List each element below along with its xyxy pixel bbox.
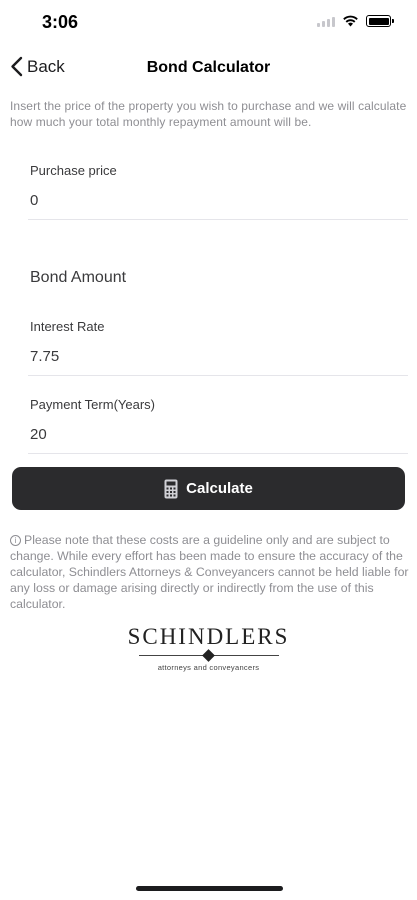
logo-tagline: attorneys and conveyancers bbox=[157, 663, 260, 672]
purchase-price-label: Purchase price bbox=[30, 163, 117, 178]
purchase-price-field bbox=[28, 158, 408, 220]
battery-icon bbox=[366, 15, 391, 27]
status-bar bbox=[0, 0, 417, 46]
payment-term-field bbox=[28, 392, 408, 454]
calculate-button[interactable] bbox=[12, 467, 405, 510]
schindlers-logo bbox=[0, 624, 417, 672]
payment-term-label: Payment Term(Years) bbox=[30, 397, 155, 412]
purchase-price-input[interactable] bbox=[30, 192, 370, 209]
status-icons bbox=[317, 15, 391, 27]
navigation-bar bbox=[0, 46, 417, 90]
page-title: Bond Calculator bbox=[146, 59, 271, 76]
bond-amount-field bbox=[28, 264, 408, 296]
calculate-label: Calculate bbox=[186, 480, 253, 497]
wifi-icon bbox=[342, 15, 359, 27]
home-indicator[interactable] bbox=[136, 886, 283, 891]
interest-rate-label: Interest Rate bbox=[30, 319, 105, 334]
logo-divider bbox=[139, 650, 279, 662]
payment-term-input[interactable] bbox=[30, 426, 370, 443]
back-label: Back bbox=[27, 56, 65, 76]
disclaimer-text: Please note that these costs are a guideline only and are subject to change. While every effort has been made to ensure the accuracy of the calculator, Schindlers Attorneys & Conveyancers cannot be held liable for any loss or damage arising directly or indirectly from the use of this calculator. bbox=[10, 533, 409, 611]
interest-rate-field bbox=[28, 314, 408, 376]
interest-rate-input[interactable] bbox=[30, 348, 370, 365]
intro-text: Insert the price of the property you wish to purchase and we will calculate how much your total monthly repayment amount will be. bbox=[10, 99, 407, 129]
info-icon: i bbox=[10, 535, 21, 546]
calculator-icon bbox=[164, 479, 178, 499]
logo-name: SCHINDLERS bbox=[127, 624, 290, 649]
disclaimer bbox=[10, 532, 410, 612]
status-time: 3:06 bbox=[42, 12, 79, 32]
cellular-signal-icon bbox=[317, 16, 335, 27]
bond-amount-label: Bond Amount bbox=[30, 269, 127, 286]
